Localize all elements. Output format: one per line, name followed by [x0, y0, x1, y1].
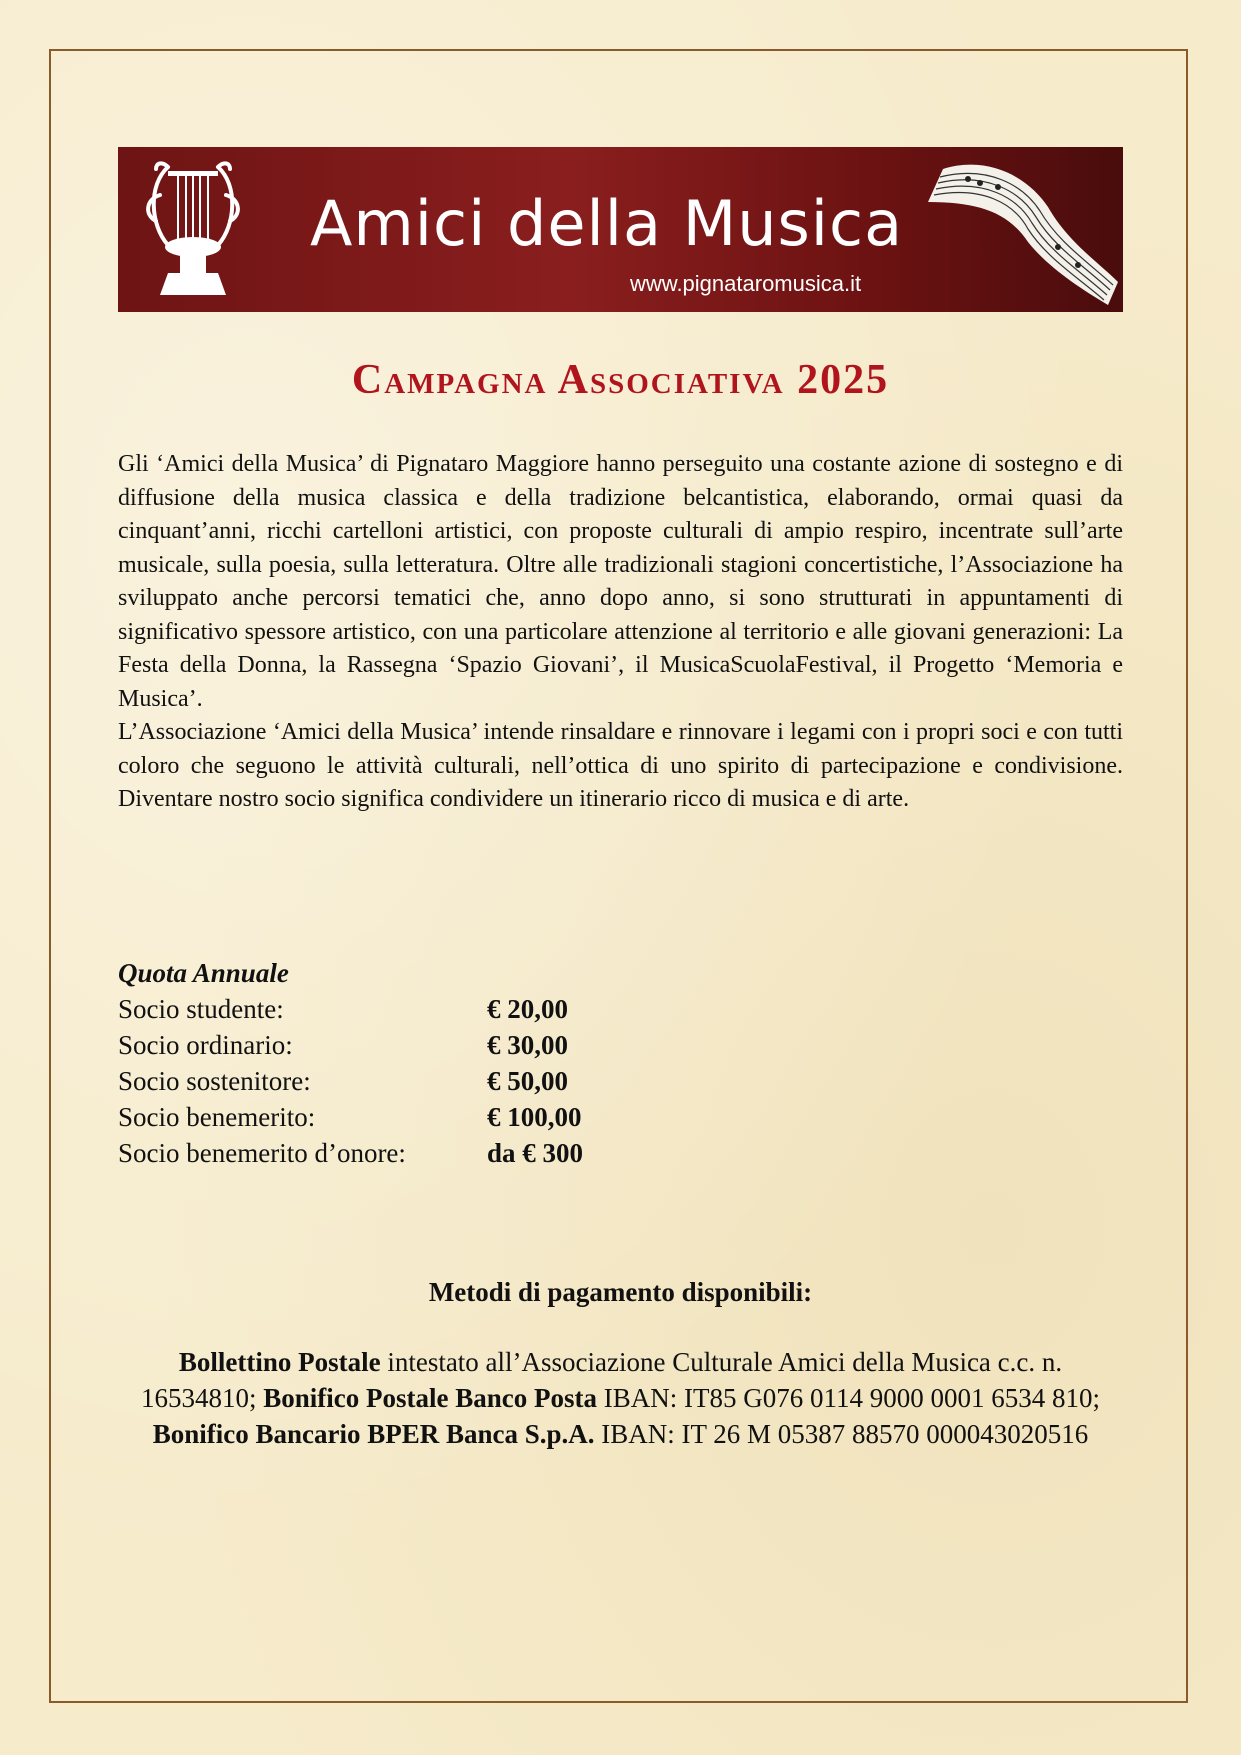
- payment-heading: Metodi di pagamento disponibili:: [428, 1277, 813, 1307]
- intro-paragraph-2: L’Associazione ‘Amici della Musica’ intende rinsaldare e rinnovare i legami con i propri soci e con tutti coloro che seguono le attività culturali, nell’ottica di uno spirito di partecipazione e condivisione. Diventare nostro socio significa condividere un itinerario ricco di musica e di arte.: [118, 719, 1123, 812]
- postal-label: Bollettino Postale: [178, 1347, 381, 1377]
- fee-row: [118, 1099, 583, 1135]
- fee-price: da € 300: [487, 1138, 584, 1168]
- fee-label: Socio benemerito d’onore:: [118, 1138, 406, 1168]
- page-title: Campagna Associativa 2025: [351, 357, 890, 403]
- fee-label: Socio benemerito:: [118, 1102, 316, 1132]
- banner-website-url: www.pignataromusica.it: [630, 271, 862, 296]
- intro-paragraph-1: Gli ‘Amici della Musica’ di Pignataro Maggiore hanno perseguito una costante azione di sostegno e di diffusione della musica classica e della tradizione belcantistica, elaborando, ormai quasi da cinquant’anni, ricchi cartelloni artistici, con proposte culturali di ampio respiro, incentrate sull’arte musicale, sulla poesia, sulla letteratura. Oltre alle tradizionali stagioni concertistiche, l’Associazione ha sviluppato anche percorsi tematici che, anno dopo anno, si sono strutturati in appuntamenti di significativo spessore artistico, con una particolare attenzione al territorio e alle giovani generazioni: La Festa della Donna, la Rassegna ‘Spazio Giovani’, il MusicaScuolaFestival, il Progetto ‘Memoria e Musica’.: [118, 451, 1123, 712]
- annual-fees: [118, 955, 583, 1171]
- fee-price: € 30,00: [487, 1030, 568, 1060]
- fee-label: Socio studente:: [118, 994, 284, 1024]
- bank-text: IBAN: IT 26 M 05387 88570 000043020516: [594, 1419, 1089, 1449]
- postal-text: intestato all’Associazione Culturale Amici della Musica c.c. n. 16534810;: [141, 1347, 1063, 1413]
- fee-label: Socio sostenitore:: [118, 1066, 311, 1096]
- fee-row: [118, 1135, 583, 1171]
- fee-label: Socio ordinario:: [118, 1030, 293, 1060]
- fee-row: [118, 991, 583, 1027]
- banner-title: Amici della Musica: [310, 187, 904, 260]
- fee-price: € 20,00: [487, 994, 568, 1024]
- payment-methods: [118, 1344, 1123, 1452]
- bancoposta-text: IBAN: IT85 G076 0114 9000 0001 6534 810;: [597, 1383, 1100, 1413]
- header-banner: [118, 147, 1123, 312]
- fee-price: € 50,00: [487, 1066, 568, 1096]
- fee-row: [118, 1027, 583, 1063]
- fee-row: [118, 1063, 583, 1099]
- lyre-icon: [138, 155, 248, 305]
- fee-price: € 100,00: [487, 1102, 582, 1132]
- intro-text: [118, 448, 1123, 817]
- bancoposta-label: Bonifico Postale Banco Posta: [263, 1383, 597, 1413]
- fees-heading: Quota Annuale: [118, 958, 289, 988]
- sheet-music-icon: [918, 147, 1123, 312]
- bank-label: Bonifico Bancario BPER Banca S.p.A.: [152, 1419, 595, 1449]
